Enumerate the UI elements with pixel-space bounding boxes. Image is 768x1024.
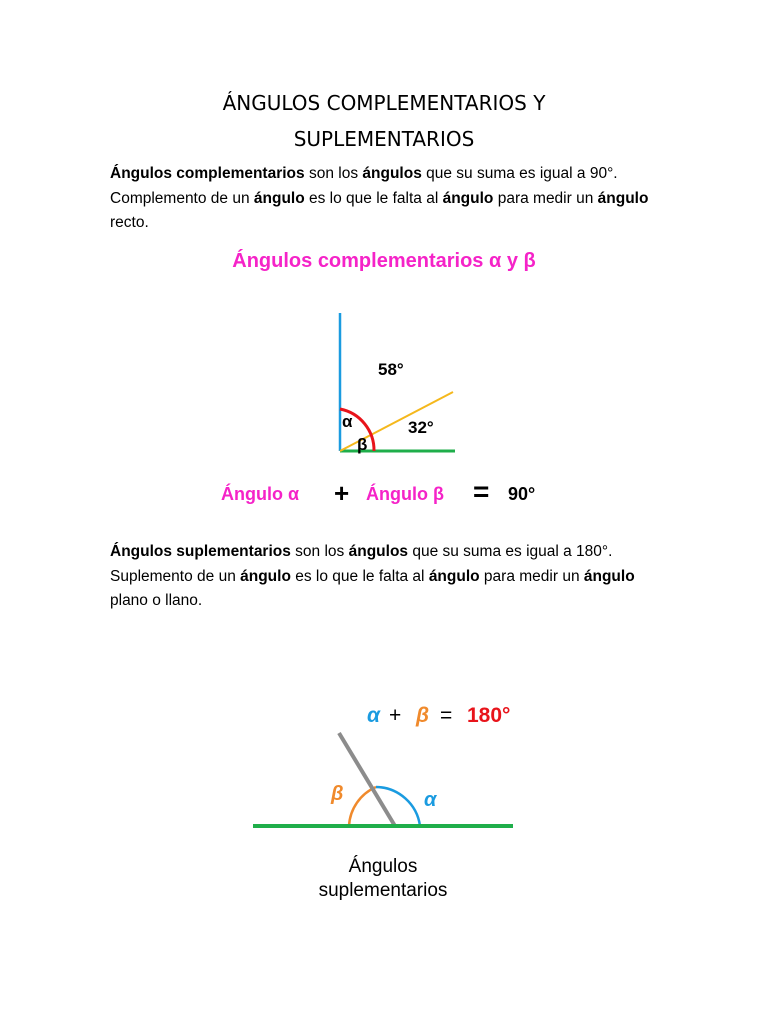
caption-line-2: suplementarios	[318, 880, 448, 901]
formula-result: 180°	[467, 704, 511, 727]
term-bold: ángulos	[348, 543, 409, 560]
term-bold: ángulo	[442, 189, 494, 207]
term-bold: Ángulos suplementarios	[110, 543, 291, 560]
term-bold: ángulo	[428, 567, 480, 585]
text-run: plano o llano.	[110, 592, 203, 609]
complementarios-paragraph	[110, 162, 670, 236]
text-run: recto.	[110, 214, 149, 231]
beta-label: β	[331, 783, 344, 805]
formula-alpha: α	[367, 704, 381, 727]
text-run: que su suma es igual a 90°. Complemento de un	[110, 165, 618, 207]
formula-plus: +	[389, 704, 402, 727]
formula-beta: β	[416, 704, 430, 727]
text-run: son los	[290, 543, 349, 560]
eq-result: 90°	[508, 484, 536, 504]
angle-32-label: 32°	[408, 418, 434, 437]
title-line-2: SUPLEMENTARIOS	[293, 127, 475, 151]
oblique-ray	[339, 733, 395, 826]
text-run: es lo que le falta al	[304, 189, 443, 207]
page-title	[0, 86, 768, 156]
complementary-angles-diagram	[320, 305, 480, 465]
caption-line-1: Ángulos	[348, 856, 418, 877]
text-run: es lo que le falta al	[290, 567, 429, 585]
complementarios-figure-title: Ángulos complementarios α y β	[232, 250, 536, 272]
term-bold: ángulos	[362, 165, 422, 182]
angle-58-label: 58°	[378, 360, 404, 379]
text-run: que su suma es igual a 180°. Suplemento de un	[110, 543, 613, 585]
text-run: para medir un	[479, 567, 584, 585]
formula-equals: =	[440, 704, 453, 727]
title-line-1: ÁNGULOS COMPLEMENTARIOS Y	[222, 91, 546, 115]
eq-equals: =	[473, 476, 490, 507]
eq-alpha: Ángulo α	[221, 484, 300, 504]
term-bold: Ángulos complementarios	[110, 165, 305, 182]
alpha-label: α	[424, 789, 437, 811]
text-run: son los	[304, 165, 363, 182]
text-run: para medir un	[493, 189, 598, 207]
supplementary-angles-diagram	[245, 690, 525, 910]
eq-beta: Ángulo β	[366, 484, 444, 504]
term-bold: ángulo	[253, 189, 305, 207]
term-bold: ángulo	[583, 567, 635, 585]
alpha-label: α	[342, 412, 353, 431]
beta-label: β	[357, 435, 368, 454]
eq-plus: +	[334, 478, 350, 508]
term-bold: ángulo	[240, 567, 291, 585]
beta-arc	[349, 787, 376, 826]
suplementarios-paragraph	[110, 540, 670, 614]
term-bold: ángulo	[597, 189, 649, 207]
